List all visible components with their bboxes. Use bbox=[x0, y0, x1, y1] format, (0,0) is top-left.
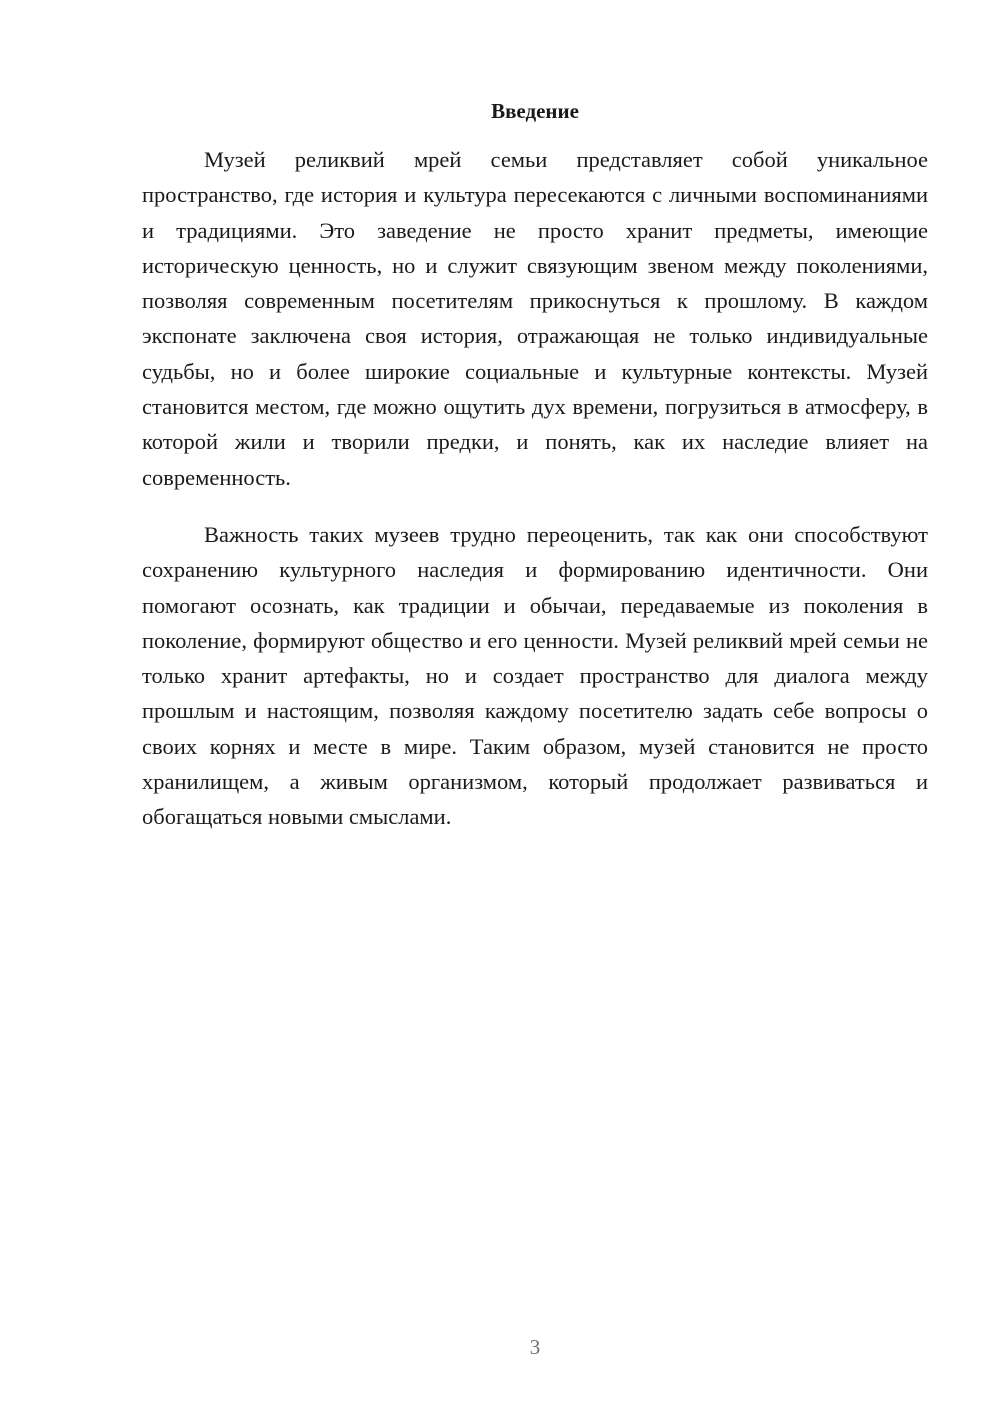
paragraph-1: Музей реликвий мрей семьи представляет собой уникальное пространство, где история и культура пересекаются с личными воспоминаниями и традициями. Это заведение не просто хранит предметы, имеющие историческую ценность, но и служит связующим звеном между поколениями, позволяя современным посетителям прикоснуться к прошлому. В каждом экспонате заключена своя история, отражающая не только индивидуальные судьбы, но и более широкие социальные и культурные контексты. Музей становится местом, где можно ощутить дух времени, погрузиться в атмосферу, в которой жили и творили предки, и понять, как их наследие влияет на современность. bbox=[142, 147, 928, 490]
paragraph-2: Важность таких музеев трудно переоценить, так как они способствуют сохранению культурного наследия и формированию идентичности. Они помогают осознать, как традиции и обычаи, передаваемые из поколения в поколение, формируют общество и его ценности. Музей реликвий мрей семьи не только хранит артефакты, но и создает пространство для диалога между прошлым и настоящим, позволяя каждому посетителю задать себе вопросы о своих корнях и месте в мире. Таким образом, музей становится не просто хранилищем, а живым организмом, который продолжает развиваться и обогащаться новыми смыслами. bbox=[142, 521, 928, 830]
body-text bbox=[142, 142, 928, 835]
section-heading: Введение bbox=[491, 99, 579, 123]
page-number: 3 bbox=[529, 1335, 541, 1359]
